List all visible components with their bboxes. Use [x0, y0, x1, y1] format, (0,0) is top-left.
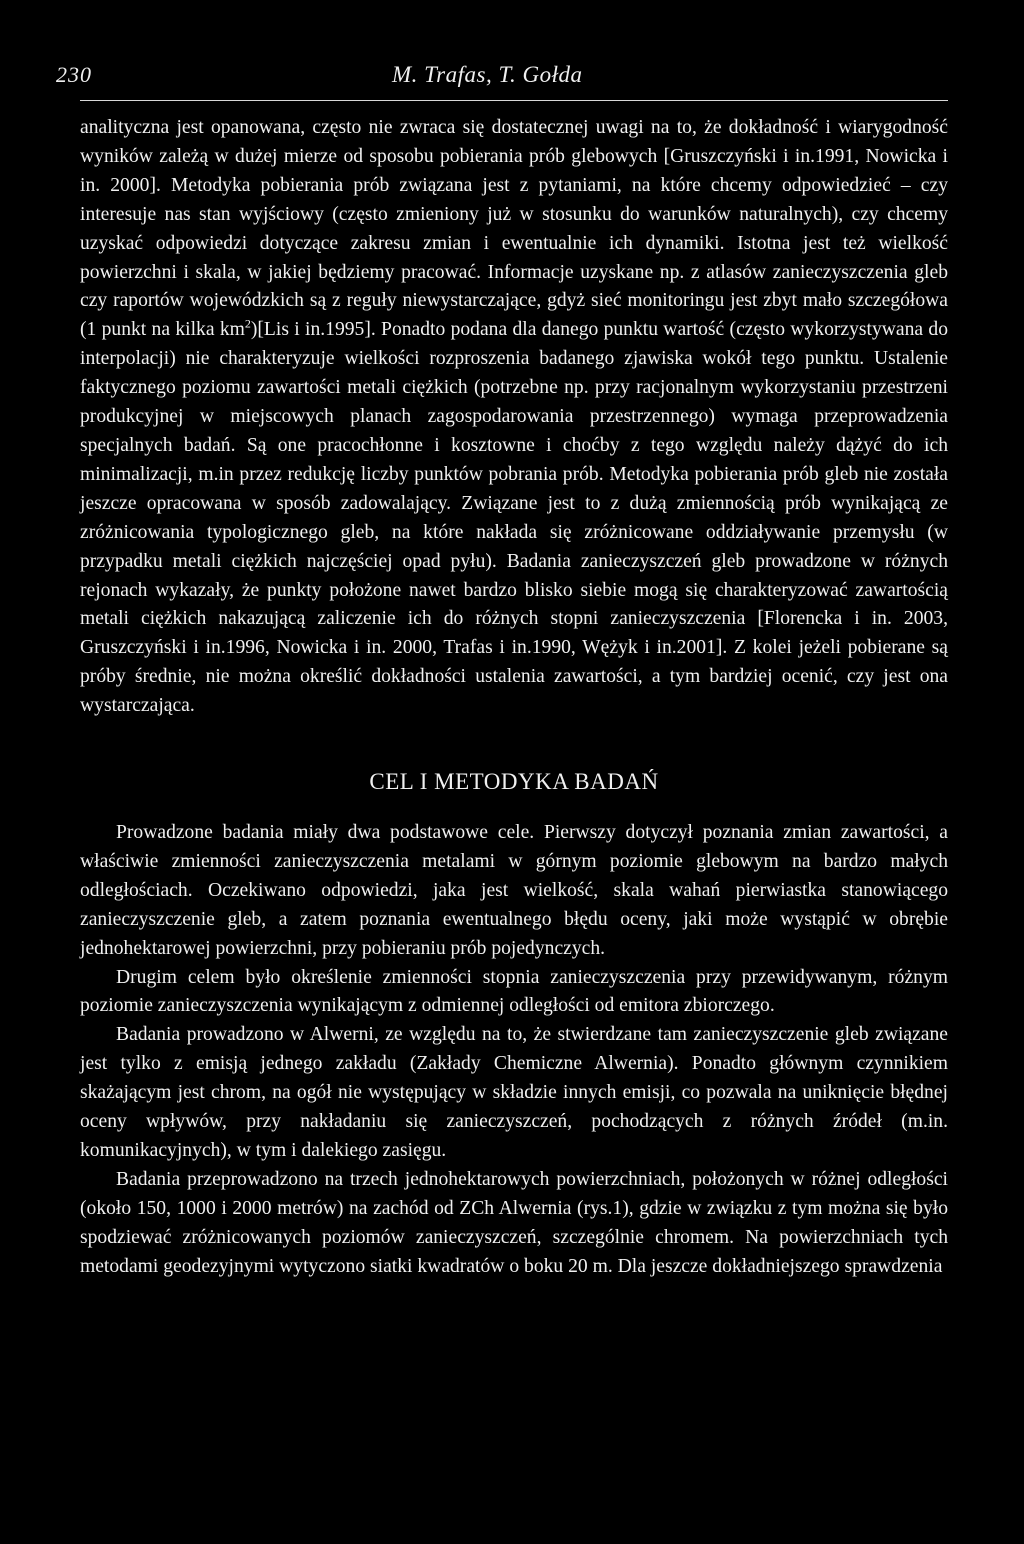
section-paragraph-3: Badania prowadzono w Alwerni, ze względu na to, że stwierdzane tam zanieczyszczenie gleb związane jest tylko z emisją jednego zakładu (Zakłady Chemiczne Alwernia). Ponadto głównym czynnikiem skażającym jest chrom, na ogół nie występujący w składzie innych emisji, co pozwala na uniknięcie błędnej oceny wpływów, przy nakładaniu się zanieczyszczeń, pochodzących z różnych źródeł (m.in. komunikacyjnych), w tym i dalekiego zasięgu. [80, 1024, 948, 1161]
running-header [56, 60, 948, 101]
body-text [80, 114, 948, 1282]
section-heading: CEL I METODYKA BADAŃ [369, 769, 659, 795]
intro-paragraph [80, 114, 948, 721]
intro-text-part-2: )[Lis i in.1995]. Ponadto podana dla danego punktu wartość (często wykorzystywana do interpolacji) nie charakteryzuje wielkości rozproszenia badanego zjawiska wokół tego punktu. Ustalenie faktycznego poziomu zawartości metali ciężkich (potrzebne np. przy racjonalnym wykorzystaniu przestrzeni produkcyjnej w miejscowych planach zagospodarowania przestrzennego) wymaga przeprowadzenia specjalnych badań. Są one pracochłonne i kosztowne i choćby z tego względu należy dążyć do ich minimalizacji, m.in przez redukcję liczby punktów pobrania prób. Metodyka pobierania prób gleb nie została jeszcze opracowana w sposób zadowalający. Związane jest to z dużą zmiennością prób wynikającą ze zróżnicowania typologicznego gleb, na które nakłada się zróżnicowane oddziaływanie przemysłu (w przypadku metali ciężkich najczęściej opad pyłu). Badania zanieczyszczeń gleb prowadzone w różnych rejonach wykazały, że punkty położone nawet bardzo blisko siebie mogą się charakteryzować zawartością metali ciężkich nakazującą zaliczenie ich do różnych stopni zanieczyszczenia [Florencka i in. 2003, Gruszczyński i in.1996, Nowicka i in. 2000, Trafas i in.1990, Wężyk i in.2001]. Z kolei jeżeli pobierane są próby średnie, nie można określić dokładności ustalenia zawartości, a tym bardziej ocenić, czy jest ona wystarczająca. [80, 319, 948, 717]
header-authors: M. Trafas, T. Gołda [392, 62, 583, 87]
document-page [56, 60, 948, 1282]
section-paragraph-2: Drugim celem było określenie zmienności stopnia zanieczyszczenia przy przewidywanym, różnym poziomie zanieczyszczenia wynikającym z odmiennej odległości od emitora zbiorczego. [80, 966, 948, 1017]
section-paragraph-1: Prowadzone badania miały dwa podstawowe cele. Pierwszy dotyczył poznania zmian zawartości, a właściwie zmienności zanieczyszczenia metalami w górnym poziomie glebowym na bardzo małych odległościach. Oczekiwano odpowiedzi, jaka jest wielkość, skala wahań pierwiastka stanowiącego zanieczyszczenie gleb, a zatem poznania ewentualnego błędu oceny, jaki może wystąpić w obrębie jednohektarowej powierzchni, przy pobieraniu prób pojedynczych. [80, 822, 948, 959]
page-number: 230 [56, 62, 92, 87]
section-paragraph-4: Badania przeprowadzono na trzech jednohektarowych powierzchniach, położonych w różnej odległości (około 150, 1000 i 2000 metrów) na zachód od ZCh Alwernia (rys.1), gdzie w związku z tym można się było spodziewać zróżnicowanych poziomów zanieczyszczeń, szczególnie chromem. Na powierzchniach tych metodami geodezyjnymi wytyczono siatki kwadratów o boku 20 m. Dla jeszcze dokładniejszego sprawdzenia [80, 1168, 948, 1277]
intro-text-part-1: analityczna jest opanowana, często nie zwraca się dostatecznej uwagi na to, że dokładność i wiarygodność wyników zależą w dużej mierze od sposobu pobierania prób glebowych [Gruszczyński i in.1991, Nowicka i in. 2000]. Metodyka pobierania prób związana jest z pytaniami, na które chcemy odpowiedzieć – czy interesuje nas stan wyjściowy (często zmieniony już w stosunku do warunków naturalnych), czy chcemy uzyskać odpowiedzi dotyczące zakresu zmian i ewentualnie ich dynamiki. Istotna jest też wielkość powierzchni i skala, w jakiej będziemy pracować. Informacje uzyskane np. z atlasów zanieczyszczenia gleb czy raportów wojewódzkich są z reguły niewystarczające, gdyż sieć monitoringu jest zbyt mało szczegółowa (1 punkt na kilka km [80, 117, 948, 341]
superscript-two: 2 [244, 316, 251, 331]
